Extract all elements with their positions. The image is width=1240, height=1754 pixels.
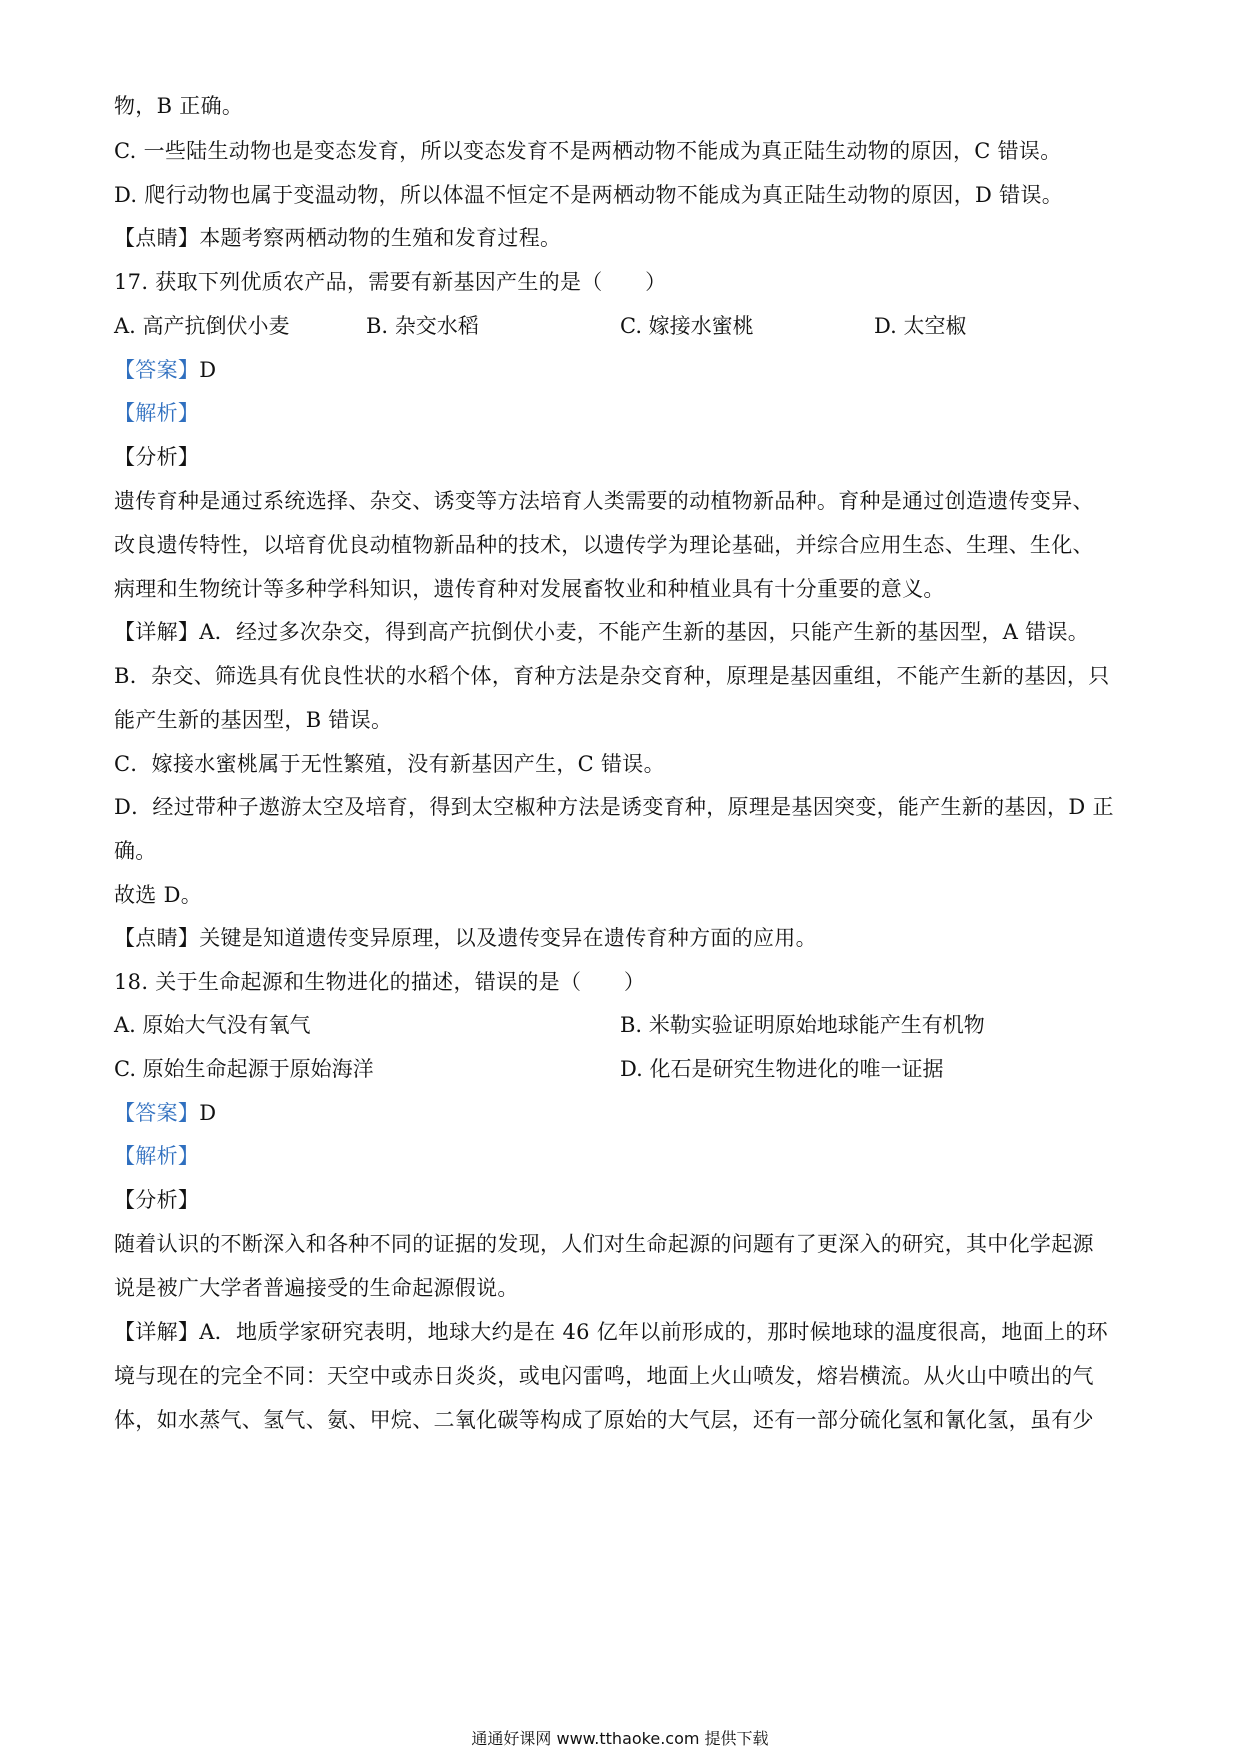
- q18-analysis-line: 随着认识的不断深入和各种不同的证据的发现，人们对生命起源的问题有了更深入的研究，其中化学起源: [114, 1232, 1094, 1256]
- q18-option-a: A. 原始大气没有氧气: [114, 1013, 311, 1037]
- q18-option-b: B. 米勒实验证明原始地球能产生有机物: [620, 1013, 985, 1037]
- q17-fenxi-label: 【分析】: [114, 445, 200, 469]
- q17-analysis-line: 病理和生物统计等多种学科知识，遗传育种对发展畜牧业和种植业具有十分重要的意义。: [114, 577, 945, 601]
- q17-analysis-line: 遗传育种是通过系统选择、杂交、诱变等方法培育人类需要的动植物新品种。育种是通过创造遗传变异、: [114, 489, 1094, 513]
- q18-option-c: C. 原始生命起源于原始海洋: [114, 1057, 374, 1081]
- page-footer: 通通好课网 www.tthaoke.com 提供下载: [471, 1729, 769, 1748]
- q17-detail-line: 确。: [114, 839, 157, 863]
- q17-conclusion: 故选 D。: [114, 883, 203, 907]
- q18-fenxi-label: 【分析】: [114, 1188, 200, 1212]
- text-line: C. 一些陆生动物也是变态发育，所以变态发育不是两栖动物不能成为真正陆生动物的原因，C 错误。: [114, 139, 1062, 163]
- answer-value: D: [199, 358, 217, 382]
- question-17-stem: 17. 获取下列优质农产品，需要有新基因产生的是（ ）: [114, 270, 667, 294]
- q17-option-a: A. 高产抗倒伏小麦: [114, 314, 290, 338]
- text-line: 物，B 正确。: [114, 94, 244, 118]
- answer-label: 【答案】: [114, 358, 200, 382]
- q18-detail-line: 【详解】A．地质学家研究表明，地球大约是在 46 亿年以前形成的，那时候地球的温度很高，地面上的环: [114, 1320, 1108, 1344]
- q18-analysis-line: 说是被广大学者普遍接受的生命起源假说。: [114, 1276, 519, 1300]
- q17-option-b: B. 杂交水稻: [366, 314, 479, 338]
- q17-jiexi-label: 【解析】: [114, 401, 200, 425]
- q18-jiexi-label: 【解析】: [114, 1144, 200, 1168]
- dianjing-line: 【点睛】本题考察两栖动物的生殖和发育过程。: [114, 226, 562, 250]
- q17-analysis-line: 改良遗传特性，以培育优良动植物新品种的技术，以遗传学为理论基础，并综合应用生态、生理、生化、: [114, 533, 1094, 557]
- q17-detail-line: B．杂交、筛选具有优良性状的水稻个体，育种方法是杂交育种，原理是基因重组，不能产生新的基因，只: [114, 664, 1110, 688]
- q18-option-d: D. 化石是研究生物进化的唯一证据: [620, 1057, 944, 1081]
- q17-detail-line: D．经过带种子遨游太空及培育，得到太空椒种方法是诱变育种，原理是基因突变，能产生新的基因，D 正: [114, 795, 1114, 819]
- q18-detail-line: 境与现在的完全不同：天空中或赤日炎炎，或电闪雷鸣，地面上火山喷发，熔岩横流。从火山中喷出的气: [114, 1364, 1094, 1388]
- q17-detail-line: 【详解】A．经过多次杂交，得到高产抗倒伏小麦，不能产生新的基因，只能产生新的基因型，A 错误。: [114, 620, 1090, 644]
- q17-option-c: C. 嫁接水蜜桃: [620, 314, 754, 338]
- q17-answer: [114, 355, 1134, 385]
- q18-detail-line: 体，如水蒸气、氢气、氨、甲烷、二氧化碳等构成了原始的大气层，还有一部分硫化氢和氰化氢，虽有少: [114, 1408, 1094, 1432]
- q17-detail-line: C．嫁接水蜜桃属于无性繁殖，没有新基因产生，C 错误。: [114, 752, 665, 776]
- q18-answer: [114, 1098, 1134, 1128]
- question-18-stem: 18. 关于生命起源和生物进化的描述，错误的是（ ）: [114, 970, 646, 994]
- text-line: D. 爬行动物也属于变温动物，所以体温不恒定不是两栖动物不能成为真正陆生动物的原因，D 错误。: [114, 183, 1064, 207]
- q17-dianjing: 【点睛】关键是知道遗传变异原理，以及遗传变异在遗传育种方面的应用。: [114, 926, 817, 950]
- q17-detail-line: 能产生新的基因型，B 错误。: [114, 708, 393, 732]
- answer-label: 【答案】: [114, 1101, 200, 1125]
- q17-option-d: D. 太空椒: [874, 314, 967, 338]
- answer-value: D: [199, 1101, 217, 1125]
